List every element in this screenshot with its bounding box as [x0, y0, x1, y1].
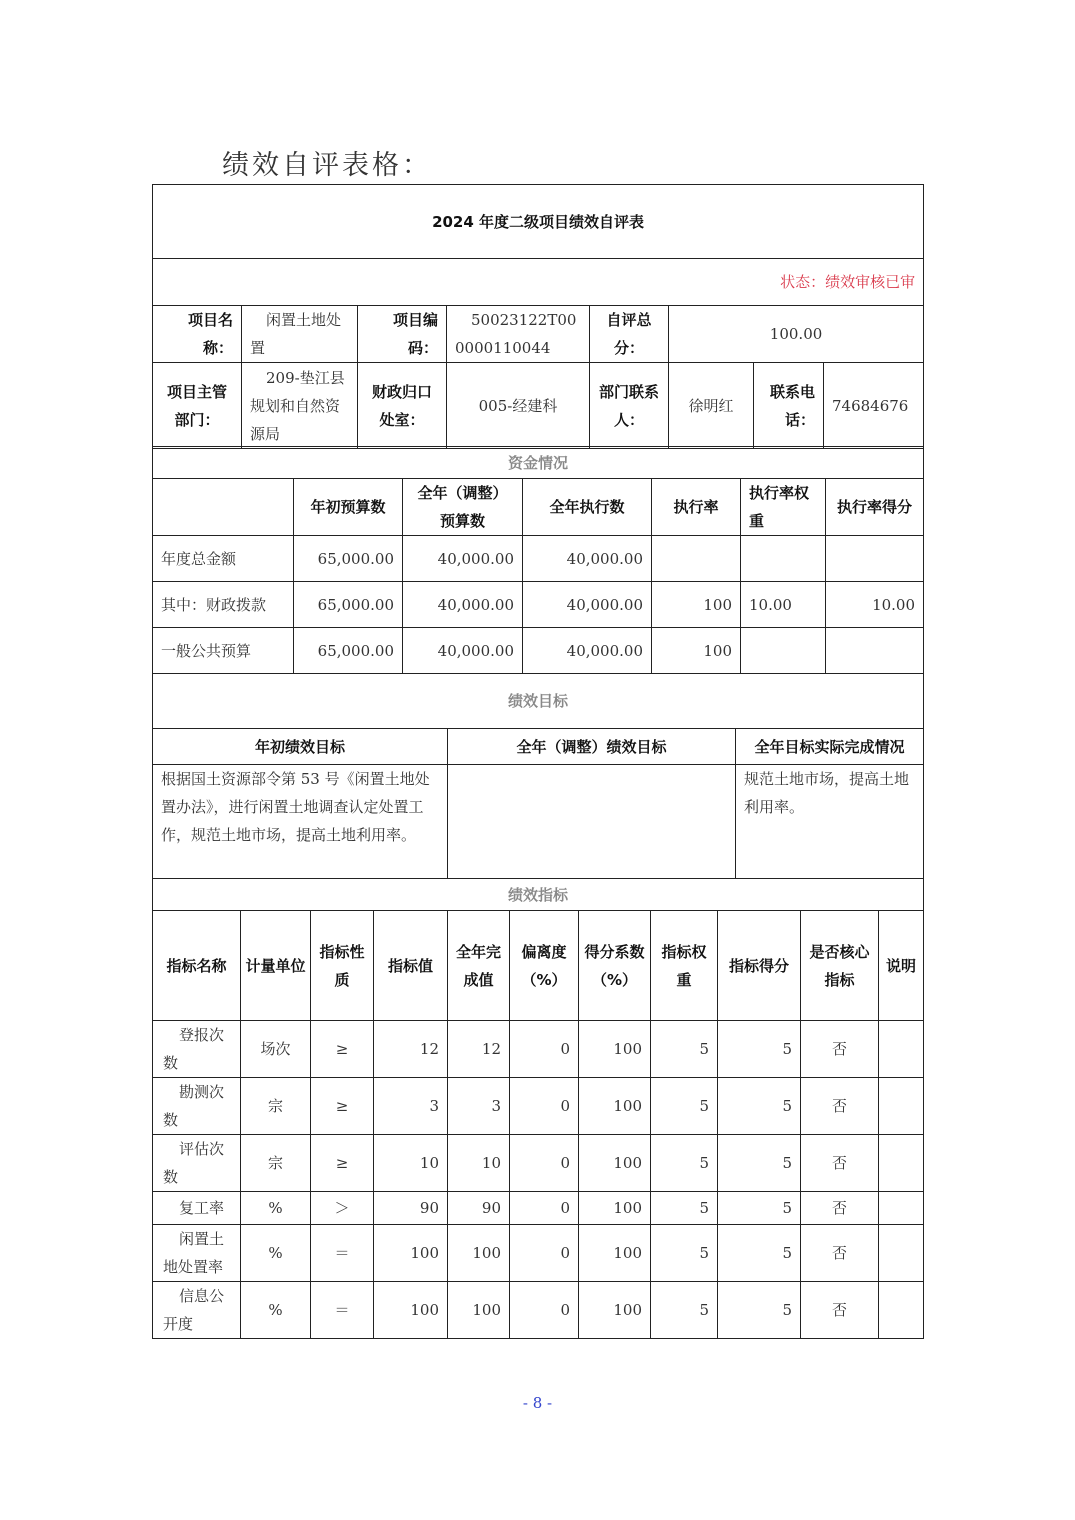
indicator-cell: 90 — [448, 1192, 510, 1225]
indicator-cell: 100 — [579, 1135, 651, 1192]
indicator-cell: 否 — [801, 1135, 879, 1192]
indicator-cell: 5 — [651, 1225, 718, 1282]
indicator-cell: 12 — [448, 1021, 510, 1078]
indicator-name: 信息公开度 — [153, 1282, 241, 1339]
funds-cell — [652, 536, 741, 582]
indicator-cell: 5 — [651, 1135, 718, 1192]
indicator-cell: % — [241, 1192, 311, 1225]
indicator-cell: 否 — [801, 1021, 879, 1078]
indicator-cell — [879, 1021, 924, 1078]
indicators-header: 偏离度（%） — [510, 911, 579, 1021]
goals-section-title: 绩效目标 — [153, 674, 924, 729]
indicator-cell: 否 — [801, 1225, 879, 1282]
indicator-cell: 否 — [801, 1078, 879, 1135]
indicator-cell: % — [241, 1282, 311, 1339]
table-row — [153, 1135, 924, 1192]
indicator-cell: 0 — [510, 1225, 579, 1282]
indicator-name: 登报次数 — [153, 1021, 241, 1078]
funds-cell: 65,000.00 — [294, 536, 403, 582]
indicator-cell: 0 — [510, 1078, 579, 1135]
indicator-cell: 100 — [448, 1282, 510, 1339]
funds-cell — [741, 628, 826, 674]
project-name-label: 项目名称： — [153, 306, 242, 363]
indicator-cell: 场次 — [241, 1021, 311, 1078]
indicator-cell: 5 — [718, 1282, 801, 1339]
indicator-cell: 5 — [718, 1225, 801, 1282]
funds-cell: 40,000.00 — [523, 582, 652, 628]
funds-header: 执行率 — [652, 479, 741, 536]
goals-header: 全年目标实际完成情况 — [736, 729, 924, 765]
indicator-cell: ≥ — [311, 1135, 374, 1192]
dept-value: 209-垫江县规划和自然资源局 — [242, 363, 358, 449]
indicator-cell: 否 — [801, 1282, 879, 1339]
funds-cell: 年度总金额 — [153, 536, 294, 582]
indicator-cell: 100 — [374, 1282, 448, 1339]
indicator-cell: 3 — [374, 1078, 448, 1135]
indicator-cell: 宗 — [241, 1078, 311, 1135]
page-number: - 8 - — [522, 1394, 553, 1412]
funds-cell: 10.00 — [826, 582, 924, 628]
indicator-cell — [879, 1135, 924, 1192]
indicators-header: 说明 — [879, 911, 924, 1021]
funds-header: 执行率得分 — [826, 479, 924, 536]
finance-office-label: 财政归口处室： — [358, 363, 447, 449]
indicators-header: 计量单位 — [241, 911, 311, 1021]
indicators-header: 指标得分 — [718, 911, 801, 1021]
indicator-cell — [879, 1078, 924, 1135]
indicator-name: 勘测次数 — [153, 1078, 241, 1135]
indicator-cell: 0 — [510, 1282, 579, 1339]
funds-cell: 40,000.00 — [523, 628, 652, 674]
indicator-cell: 3 — [448, 1078, 510, 1135]
indicator-cell: 5 — [718, 1135, 801, 1192]
phone-label: 联系电话： — [754, 363, 824, 449]
indicator-cell: 100 — [448, 1225, 510, 1282]
indicator-cell: 否 — [801, 1192, 879, 1225]
indicator-cell: 100 — [579, 1021, 651, 1078]
funds-table — [152, 446, 924, 674]
project-code-label: 项目编码： — [358, 306, 447, 363]
table-row — [153, 582, 924, 628]
indicator-name: 复工率 — [153, 1192, 241, 1225]
indicator-cell: 5 — [718, 1192, 801, 1225]
indicator-cell: 5 — [718, 1021, 801, 1078]
funds-cell: 一般公共预算 — [153, 628, 294, 674]
indicator-cell: 5 — [651, 1192, 718, 1225]
form-title: 2024 年度二级项目绩效自评表 — [153, 185, 924, 259]
goals-header: 全年（调整）绩效目标 — [448, 729, 736, 765]
funds-cell: 65,000.00 — [294, 582, 403, 628]
indicator-cell: ≥ — [311, 1078, 374, 1135]
funds-cell: 100 — [652, 582, 741, 628]
funds-cell — [741, 536, 826, 582]
indicator-cell: 5 — [718, 1078, 801, 1135]
self-score-label: 自评总分： — [590, 306, 669, 363]
indicator-cell — [879, 1192, 924, 1225]
indicator-cell: 0 — [510, 1192, 579, 1225]
table-row — [153, 628, 924, 674]
funds-header: 执行率权重 — [741, 479, 826, 536]
funds-header: 全年执行数 — [523, 479, 652, 536]
funds-cell: 其中：财政拨款 — [153, 582, 294, 628]
phone-value: 74684676 — [824, 363, 924, 449]
indicator-cell: 90 — [374, 1192, 448, 1225]
funds-cell: 40,000.00 — [403, 628, 523, 674]
indicator-cell: ＞ — [311, 1192, 374, 1225]
goals-table — [152, 673, 924, 879]
contact-value: 徐明红 — [669, 363, 754, 449]
adjusted-goal-text — [448, 765, 736, 879]
info-table — [152, 184, 924, 449]
indicator-cell: ≥ — [311, 1021, 374, 1078]
table-row — [153, 1078, 924, 1135]
indicators-header: 指标名称 — [153, 911, 241, 1021]
table-row — [153, 1282, 924, 1339]
funds-cell — [826, 628, 924, 674]
funds-cell: 40,000.00 — [403, 536, 523, 582]
self-score-value: 100.00 — [669, 306, 924, 363]
project-code-value: 50023122T000000110044 — [447, 306, 590, 363]
indicator-cell: 0 — [510, 1135, 579, 1192]
status-text: 状态：绩效审核已审 — [153, 259, 924, 306]
indicator-cell: 5 — [651, 1282, 718, 1339]
table-row — [153, 1225, 924, 1282]
indicator-cell: 宗 — [241, 1135, 311, 1192]
page-heading: 绩效自评表格： — [222, 150, 432, 181]
finance-office-value: 005-经建科 — [447, 363, 590, 449]
indicator-cell: 10 — [448, 1135, 510, 1192]
indicator-cell: 100 — [579, 1225, 651, 1282]
funds-header: 全年（调整）预算数 — [403, 479, 523, 536]
initial-goal-text: 根据国土资源部令第 53 号《闲置土地处置办法》，进行闲置土地调查认定处置工作，规范土地市场，提高土地利用率。 — [153, 765, 448, 879]
indicator-cell: 0 — [510, 1021, 579, 1078]
indicators-header: 得分系数（%） — [579, 911, 651, 1021]
funds-cell: 40,000.00 — [523, 536, 652, 582]
indicators-header: 指标权重 — [651, 911, 718, 1021]
indicator-cell: 10 — [374, 1135, 448, 1192]
indicator-name: 评估次数 — [153, 1135, 241, 1192]
indicator-cell: 100 — [579, 1282, 651, 1339]
funds-cell — [826, 536, 924, 582]
indicator-cell: 100 — [374, 1225, 448, 1282]
table-row — [153, 1021, 924, 1078]
indicator-cell — [879, 1282, 924, 1339]
contact-label: 部门联系人： — [590, 363, 669, 449]
indicator-cell: 12 — [374, 1021, 448, 1078]
table-row — [153, 536, 924, 582]
indicator-cell: % — [241, 1225, 311, 1282]
indicators-section-title: 绩效指标 — [153, 879, 924, 911]
table-row — [153, 1192, 924, 1225]
indicator-cell: 5 — [651, 1078, 718, 1135]
indicator-cell: 100 — [579, 1078, 651, 1135]
indicator-cell: 5 — [651, 1021, 718, 1078]
indicator-name: 闲置土地处置率 — [153, 1225, 241, 1282]
funds-cell: 10.00 — [741, 582, 826, 628]
funds-section-title: 资金情况 — [153, 447, 924, 479]
indicators-table — [152, 878, 924, 1339]
funds-header-blank — [153, 479, 294, 536]
goals-header: 年初绩效目标 — [153, 729, 448, 765]
indicators-header: 指标值 — [374, 911, 448, 1021]
indicator-cell: ＝ — [311, 1225, 374, 1282]
indicator-cell: ＝ — [311, 1282, 374, 1339]
dept-label: 项目主管部门： — [153, 363, 242, 449]
funds-cell: 40,000.00 — [403, 582, 523, 628]
indicators-header: 指标性质 — [311, 911, 374, 1021]
indicator-cell — [879, 1225, 924, 1282]
funds-cell: 65,000.00 — [294, 628, 403, 674]
funds-header: 年初预算数 — [294, 479, 403, 536]
indicator-cell: 100 — [579, 1192, 651, 1225]
indicators-header: 是否核心指标 — [801, 911, 879, 1021]
project-name-value: 闲置土地处置 — [242, 306, 358, 363]
indicators-header: 全年完成值 — [448, 911, 510, 1021]
funds-cell: 100 — [652, 628, 741, 674]
actual-completion-text: 规范土地市场，提高土地利用率。 — [736, 765, 924, 879]
